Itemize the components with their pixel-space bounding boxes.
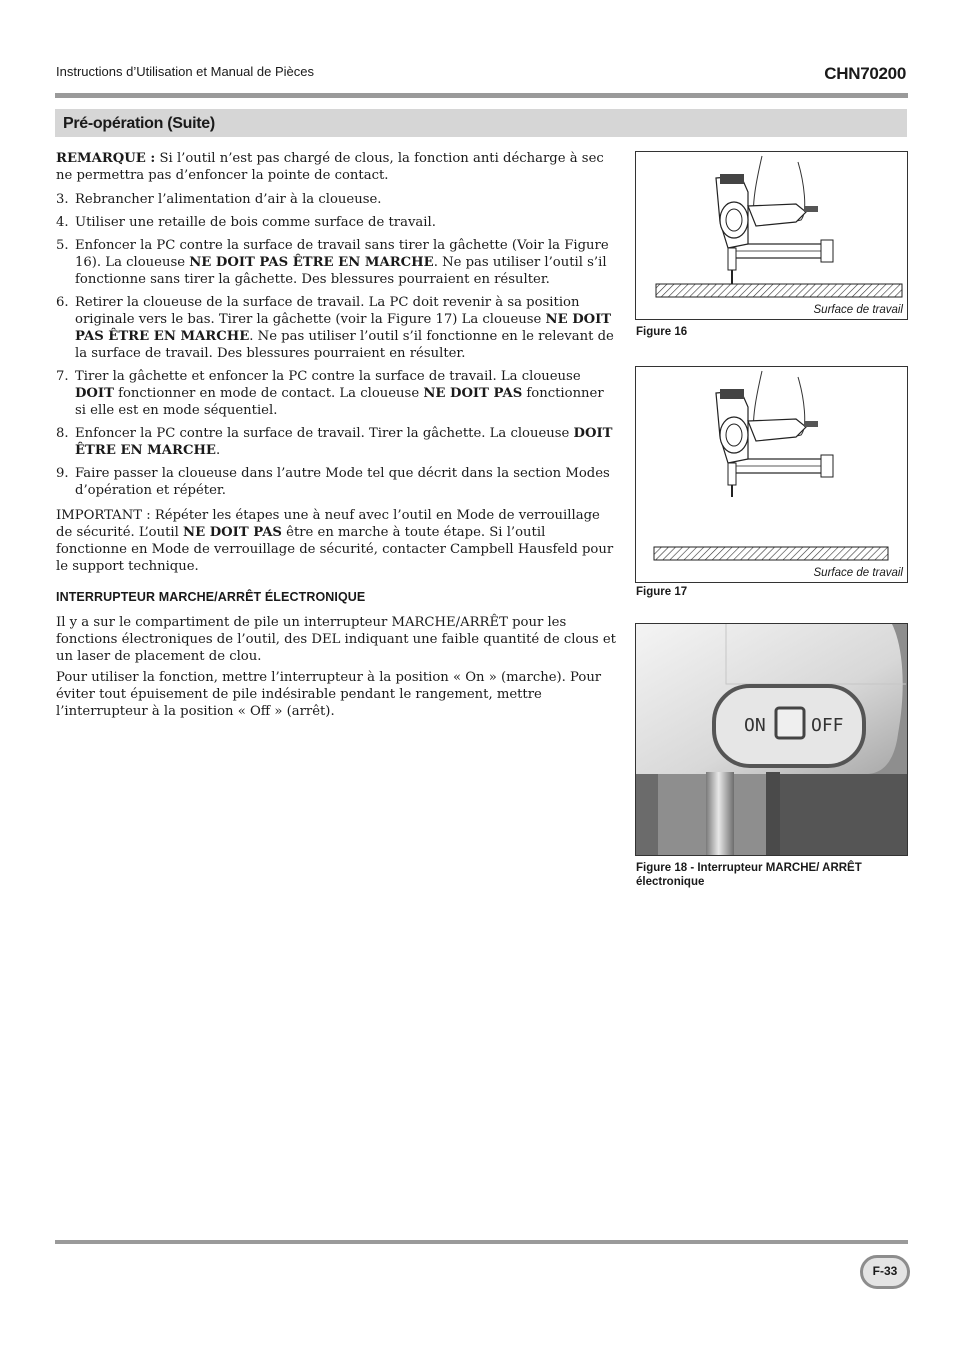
step-3	[56, 191, 618, 208]
note-paragraph	[56, 150, 618, 184]
page-number-badge	[860, 1255, 910, 1289]
instructions-column	[56, 150, 618, 727]
step-number: 8.	[56, 426, 69, 441]
important-paragraph: IMPORTANT : Répéter les étapes une à neuf avec l’outil en Mode de verrouillage de sécurité. L’outil NE DOIT PAS être en marche à toute étape. Si l’outil fonctionne en Mode de verrouillage de sécurité, contacter Campbell Hausfeld pour le support technique.	[56, 508, 614, 574]
step-number: 6.	[56, 295, 69, 310]
section-title: Pré-opération (Suite)	[63, 115, 215, 132]
step-text: Utiliser une retaille de bois comme surface de travail.	[75, 215, 436, 230]
step-4	[56, 214, 618, 231]
note-label: REMARQUE :	[56, 151, 156, 166]
switch-paragraph-2: Pour utiliser la fonction, mettre l’interrupteur à la position « On » (marche). Pour éviter tout épuisement de pile indésirable pendant le rangement, mettre l’interrupteur à la position « Off » (arrêt).	[56, 670, 602, 719]
figure-16-caption: Figure 16	[636, 326, 688, 338]
figure-18-photo	[635, 623, 908, 856]
note-text: Si l’outil n’est pas chargé de clous, la fonction anti décharge à sec ne permettra pas d’enfoncer la pointe de contact.	[56, 151, 604, 183]
switch-photo-drawing	[636, 624, 907, 855]
footer-rule	[55, 1240, 908, 1244]
step-text: Enfoncer la PC contre la surface de travail. Tirer la gâchette. La cloueuse DOIT ÊTRE EN MARCHE.	[75, 426, 613, 458]
running-header: Instructions d’Utilisation et Manual de Pièces	[56, 64, 314, 79]
surface-label: Surface de travail	[813, 304, 903, 316]
figure-18-caption: Figure 18 - Interrupteur MARCHE/ ARRÊT électronique	[636, 862, 862, 888]
nailer-pressed-drawing	[636, 152, 907, 319]
step-6	[56, 294, 618, 362]
subsection-title: INTERRUPTEUR MARCHE/ARRÊT ÉLECTRONIQUE	[56, 590, 366, 604]
step-text: Faire passer la cloueuse dans l’autre Mode tel que décrit dans la section Modes d’opération et répéter.	[75, 466, 610, 498]
step-7	[56, 368, 618, 419]
step-5	[56, 237, 618, 288]
nailer-raised-drawing	[636, 367, 907, 582]
header-rule	[55, 93, 908, 98]
figure-17-illustration	[635, 366, 908, 583]
figure-16-illustration	[635, 151, 908, 320]
section-title-bar	[55, 109, 907, 137]
switch-paragraph-1: Il y a sur le compartiment de pile un interrupteur MARCHE/ARRÊT pour les fonctions électroniques de l’outil, des DEL indiquant une faible quantité de clous et un laser de placement de clou.	[56, 615, 616, 664]
step-text: Enfoncer la PC contre la surface de travail sans tirer la gâchette (Voir la Figure 16). La cloueuse NE DOIT PAS ÊTRE EN MARCHE. Ne pas utiliser l’outil s’il fonctionne sans tirer la gâchette. Des blessures pourraient en résulter.	[75, 238, 609, 287]
step-number: 5.	[56, 238, 69, 253]
page-number: F-33	[872, 1264, 898, 1278]
step-text: Retirer la cloueuse de la surface de travail. La PC doit revenir à sa position originale vers le bas. Tirer la gâchette (voir la Figure 17) La cloueuse NE DOIT PAS ÊTRE EN MARCHE. Ne pas utiliser l’outil s’il fonctionne en le relevant de la surface de travail. Des blessures pourraient en résulter.	[75, 295, 614, 361]
step-number: 4.	[56, 215, 69, 230]
step-number: 3.	[56, 192, 69, 207]
step-number: 7.	[56, 369, 69, 384]
step-9	[56, 465, 618, 499]
step-8	[56, 425, 618, 459]
switch-on-label: ON	[744, 715, 766, 736]
model-number: CHN70200	[824, 64, 906, 83]
step-text: Rebrancher l’alimentation d’air à la cloueuse.	[75, 192, 382, 207]
surface-label: Surface de travail	[813, 567, 903, 579]
step-text: Tirer la gâchette et enfoncer la PC contre la surface de travail. La cloueuse DOIT fonctionner en mode de contact. La cloueuse NE DOIT PAS fonctionner si elle est en mode séquentiel.	[75, 369, 604, 418]
step-number: 9.	[56, 466, 69, 481]
switch-off-label: OFF	[811, 715, 844, 736]
figure-17-caption: Figure 17	[636, 586, 688, 598]
